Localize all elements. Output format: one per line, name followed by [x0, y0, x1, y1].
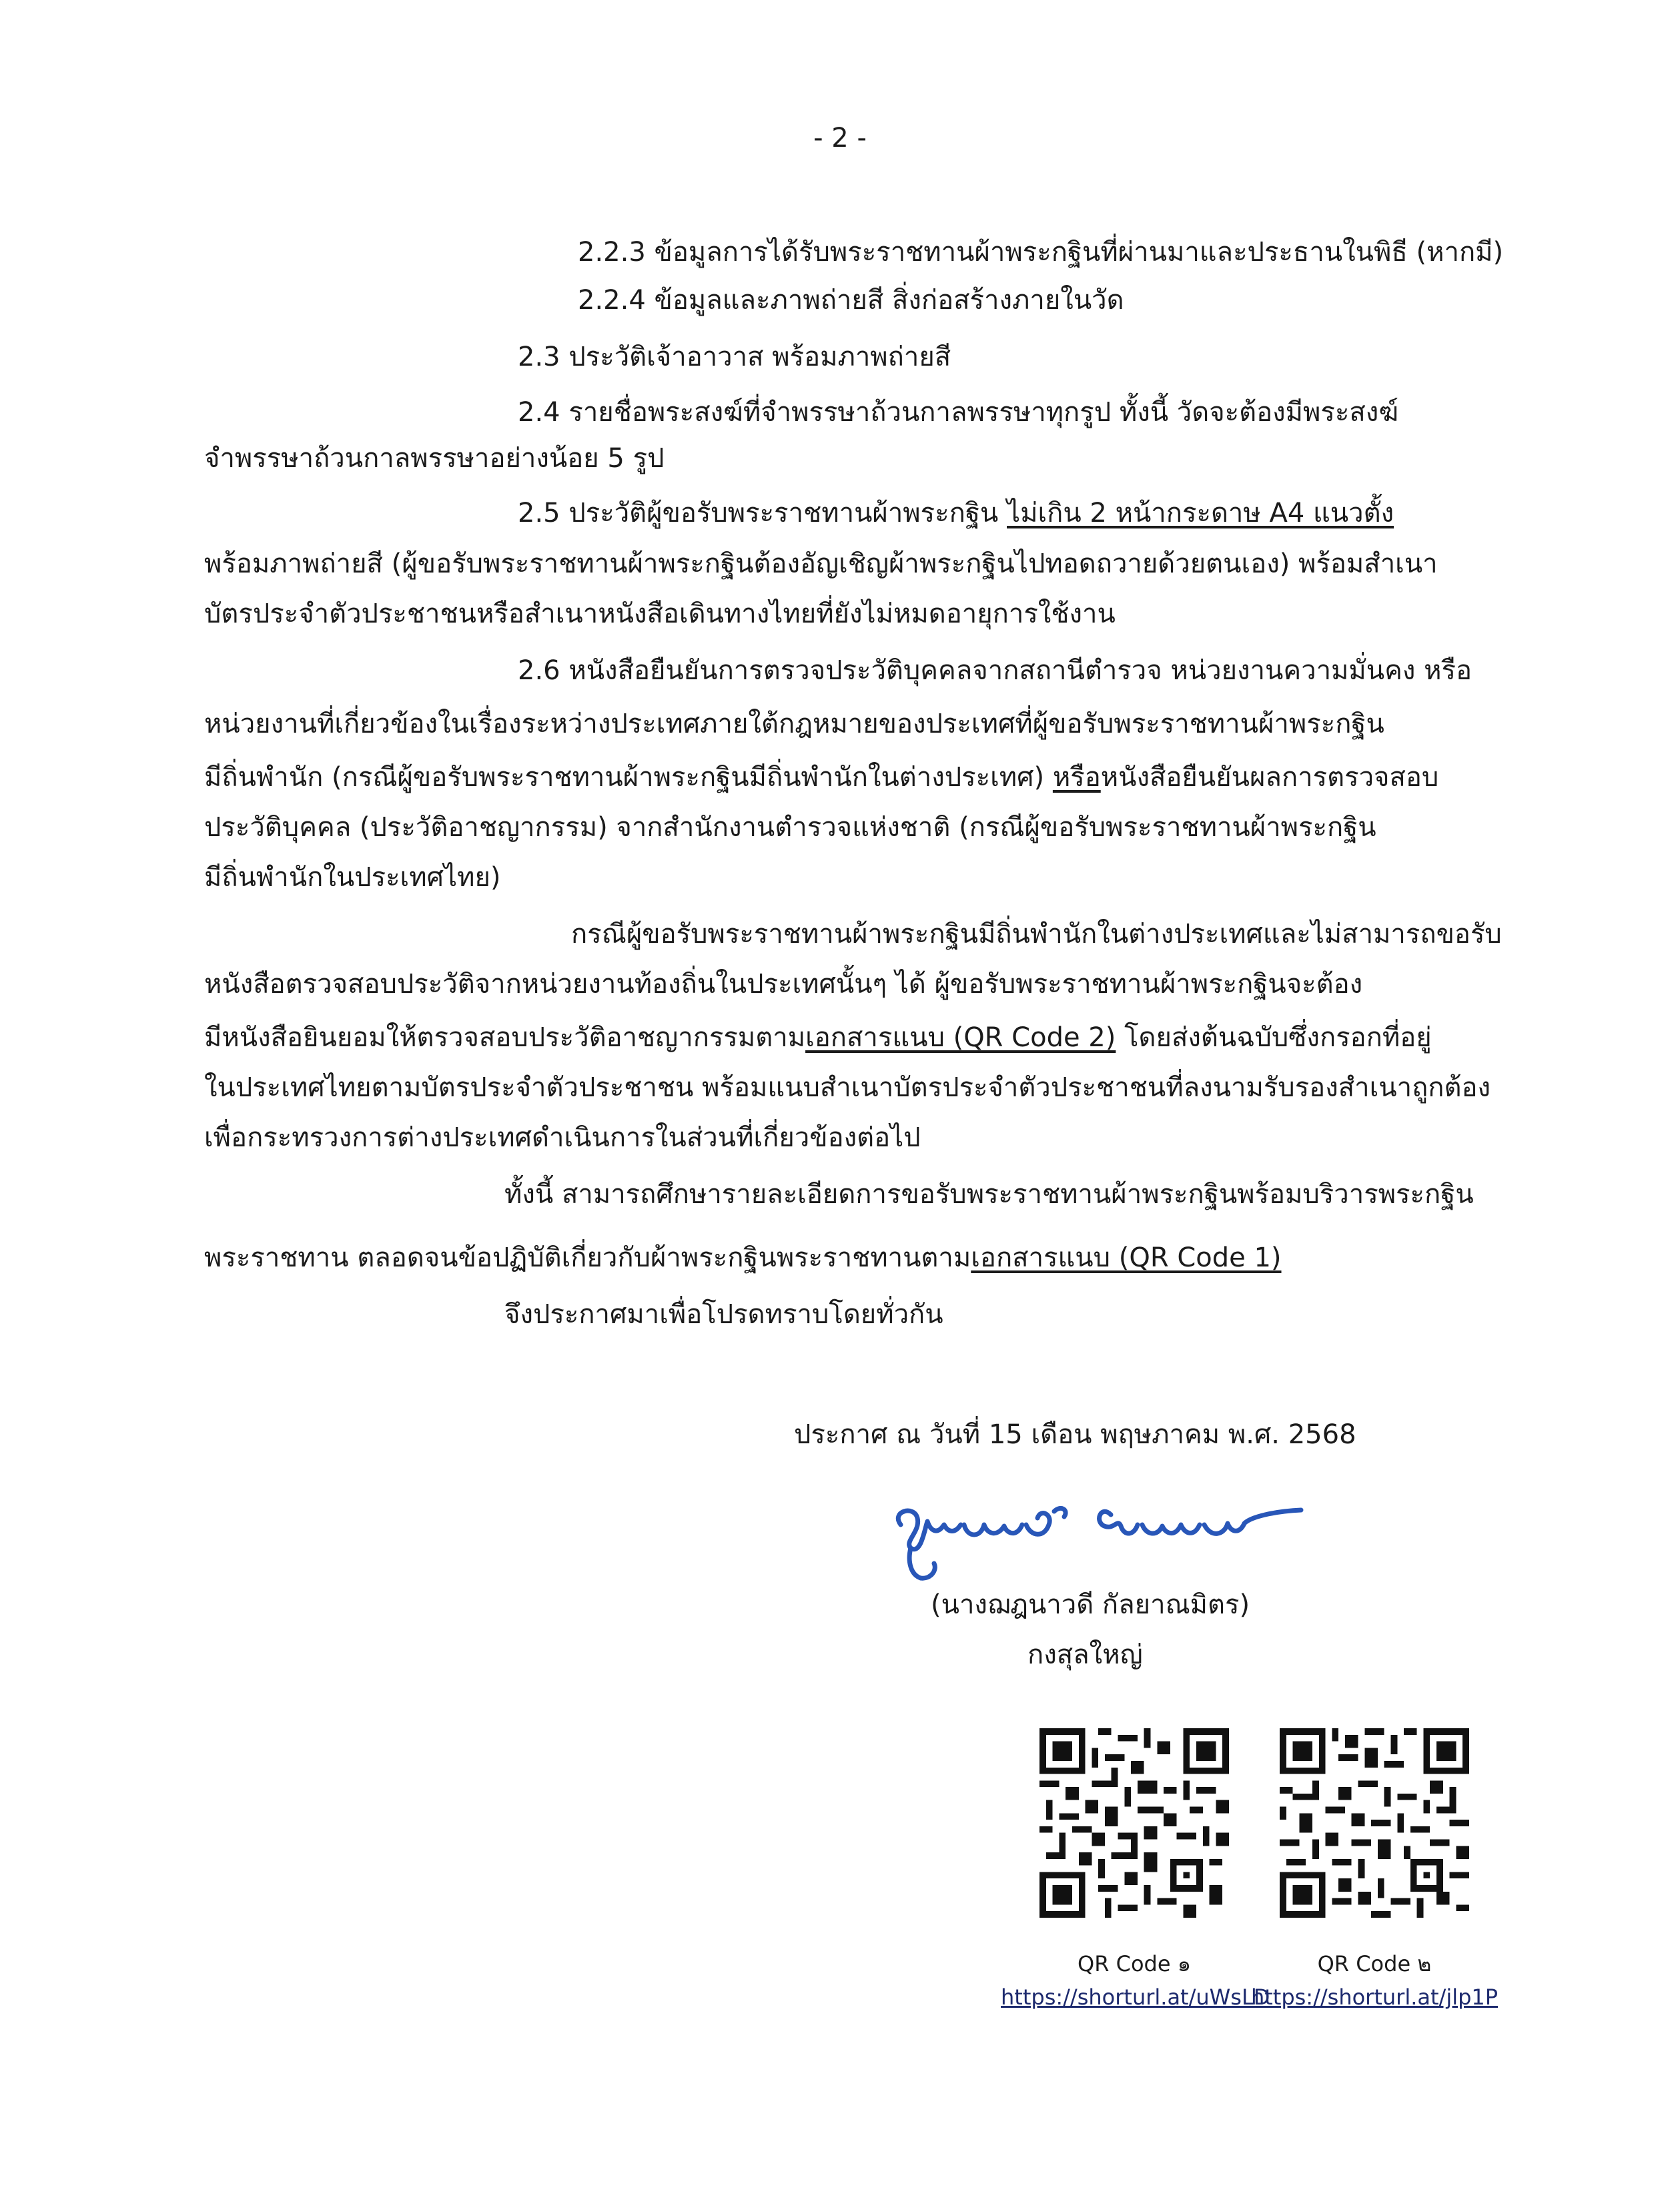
qr-code-2-label: QR Code ๒ — [1317, 1951, 1432, 1976]
abroad-paragraph: กรณีผู้ขอรับพระราชทานผ้าพระกฐินมีถิ่นพำนักในต่างประเทศและไม่สามารถขอรับ — [571, 919, 1502, 950]
item-2-5-text: 2.5 ประวัติผู้ขอรับพระราชทานผ้าพระกฐิน — [518, 498, 1007, 528]
item-2-5-cont-1: พร้อมภาพถ่ายสี (ผู้ขอรับพระราชทานผ้าพระกฐินต้องอัญเชิญผ้าพระกฐินไปทอดถวายด้วยตนเอง) พร้อมสำเนา — [204, 548, 1438, 579]
details-paragraph-cont — [0, 1238, 1680, 1278]
qr-code-2-url-link[interactable]: https://shorturl.at/jlp1P — [1250, 1984, 1499, 2010]
item-2-6-or: หรือ — [1052, 762, 1101, 793]
item-2-4-cont: จำพรรษาถ้วนกาลพรรษาอย่างน้อย 5 รูป — [204, 443, 665, 474]
item-2-6-text-c: หนังสือยืนยันผลการตรวจสอบ — [1100, 762, 1439, 793]
item-2-5-cont-2: บัตรประจำตัวประชาชนหรือสำเนาหนังสือเดินทางไทยที่ยังไม่หมดอายุการใช้งาน — [204, 599, 1116, 629]
details-text-a: พระราชทาน ตลอดจนข้อปฏิบัติเกี่ยวกับผ้าพระกฐินพระราชทานตาม — [204, 1242, 971, 1273]
abroad-paragraph-cont-1: หนังสือตรวจสอบประวัติจากหน่วยงานท้องถิ่นในประเทศนั้นๆ ได้ ผู้ขอรับพระราชทานผ้าพระกฐินจะต้อง — [204, 969, 1363, 1000]
handwritten-signature — [874, 1485, 1341, 1587]
abroad-paragraph-cont-4: เพื่อกระทรวงการต่างประเทศดำเนินการในส่วนที่เกี่ยวข้องต่อไป — [204, 1122, 921, 1153]
item-2-5 — [0, 493, 1680, 533]
item-2-6-cont-1: หน่วยงานที่เกี่ยวข้องในเรื่องระหว่างประเทศภายใต้กฎหมายของประเทศที่ผู้ขอรับพระราชทานผ้าพระกฐิน — [204, 709, 1384, 739]
abroad-paragraph-cont-3: ในประเทศไทยตามบัตรประจำตัวประชาชน พร้อมแนบสำเนาบัตรประจำตัวประชาชนที่ลงนามรับรองสำเนาถูกต้อง — [204, 1072, 1491, 1103]
item-2-2-3: 2.2.3 ข้อมูลการได้รับพระราชทานผ้าพระกฐินที่ผ่านมาและประธานในพิธี (หากมี) — [578, 237, 1504, 268]
closing-line: จึงประกาศมาเพื่อโปรดทราบโดยทั่วกัน — [504, 1299, 943, 1330]
details-paragraph: ทั้งนี้ สามารถศึกษารายละเอียดการขอรับพระราชทานผ้าพระกฐินพร้อมบริวารพระกฐิน — [504, 1179, 1474, 1210]
attachment-qr2-link[interactable]: เอกสารแนบ (QR Code 2) — [805, 1022, 1116, 1053]
qr-code-1-url-link[interactable]: https://shorturl.at/uWsLD — [1001, 1984, 1270, 2010]
item-2-3: 2.3 ประวัติเจ้าอาวาส พร้อมภาพถ่ายสี — [518, 342, 951, 372]
signer-name: (นางฌฎนาวดี กัลยาณมิตร) — [931, 1589, 1250, 1620]
abroad-text-a: มีหนังสือยินยอมให้ตรวจสอบประวัติอาชญากรรมตาม — [204, 1022, 806, 1053]
item-2-2-4: 2.2.4 ข้อมูลและภาพถ่ายสี สิ่งก่อสร้างภายในวัด — [578, 285, 1124, 316]
signer-position: กงสุลใหญ่ — [1027, 1639, 1143, 1670]
abroad-text-c: โดยส่งต้นฉบับซึ่งกรอกที่อยู่ — [1116, 1022, 1432, 1053]
announce-date: ประกาศ ณ วันที่ 15 เดือน พฤษภาคม พ.ศ. 2568 — [794, 1419, 1356, 1450]
item-2-5-underlined: ไม่เกิน 2 หน้ากระดาษ A4 แนวตั้ง — [1007, 498, 1394, 528]
qr-code-1-label: QR Code ๑ — [1078, 1951, 1191, 1976]
item-2-6-text-a: มีถิ่นพำนัก (กรณีผู้ขอรับพระราชทานผ้าพระกฐินมีถิ่นพำนักในต่างประเทศ) — [204, 762, 1053, 793]
abroad-paragraph-cont-2 — [0, 1018, 1680, 1058]
qr-code-2[interactable] — [1280, 1728, 1469, 1918]
item-2-6-cont-2 — [0, 757, 1680, 797]
attachment-qr1-link[interactable]: เอกสารแนบ (QR Code 1) — [971, 1242, 1282, 1273]
page-number: - 2 - — [813, 123, 867, 153]
item-2-6: 2.6 หนังสือยืนยันการตรวจประวัติบุคคลจากสถานีตำรวจ หน่วยงานความมั่นคง หรือ — [518, 655, 1472, 686]
item-2-6-cont-3: ประวัติบุคคล (ประวัติอาชญากรรม) จากสำนักงานตำรวจแห่งชาติ (กรณีผู้ขอรับพระราชทานผ้าพระกฐิน — [204, 812, 1376, 843]
qr-code-1[interactable] — [1039, 1728, 1229, 1918]
item-2-4: 2.4 รายชื่อพระสงฆ์ที่จำพรรษาถ้วนกาลพรรษาทุกรูป ทั้งนี้ วัดจะต้องมีพระสงฆ์ — [518, 397, 1399, 428]
item-2-6-cont-4: มีถิ่นพำนักในประเทศไทย) — [204, 862, 501, 893]
